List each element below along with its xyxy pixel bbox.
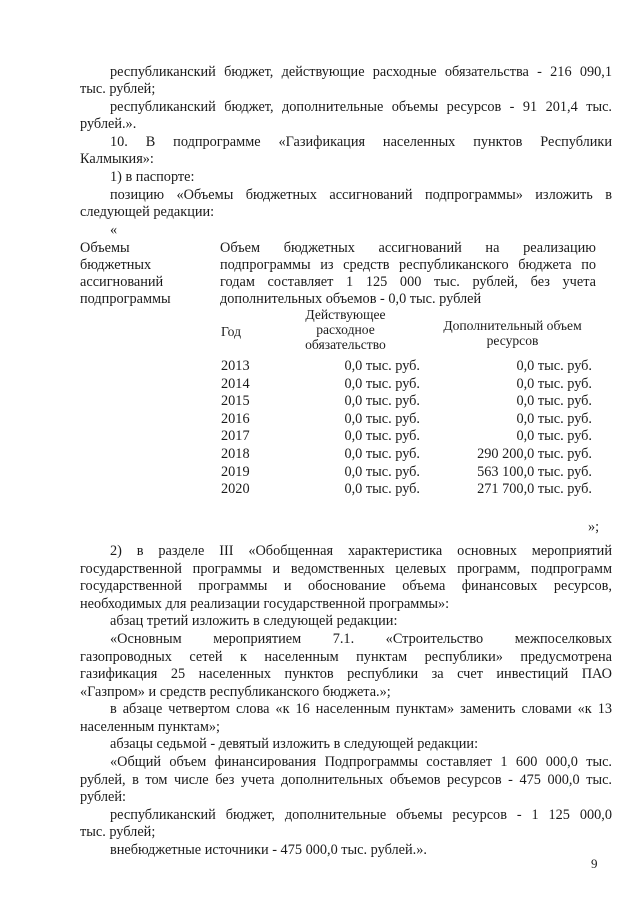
text-line: населенным пунктам»;: [80, 719, 221, 735]
table-header-year: Год: [221, 324, 241, 339]
text-line: «Основным мероприятием 7.1. «Строительство межпоселковых: [110, 631, 612, 647]
table-cell-current: 0,0 тыс. руб.: [344, 463, 420, 480]
text-line: 1) в паспорте:: [110, 169, 195, 185]
passport-label-line: подпрограммы: [80, 291, 171, 307]
text-line: рублей.».: [80, 116, 137, 132]
text-line: внебюджетные источники - 475 000,0 тыс. рублей.».: [110, 842, 427, 858]
closing-quote: »;: [588, 519, 600, 535]
text-line: государственной программы и ведомственных целевых программ, подпрограмм: [80, 561, 612, 577]
text-line: тыс. рублей;: [80, 81, 156, 97]
passport-label-line: ассигнований: [80, 274, 164, 290]
text-line: 10. В подпрограмме «Газификация населенных пунктов Республики: [110, 134, 612, 150]
text-line: 2) в разделе III «Обобщенная характеристика основных мероприятий: [110, 543, 612, 559]
passport-value-line: годам составляет 1 125 000 тыс. рублей, без учета: [220, 274, 596, 290]
table-cell-additional: 0,0 тыс. руб.: [516, 410, 592, 427]
table-cell-current: 0,0 тыс. руб.: [344, 375, 420, 392]
passport-value-line: подпрограммы из средств республиканского бюджета по: [220, 257, 596, 273]
table-cell-current: 0,0 тыс. руб.: [344, 358, 420, 374]
table-cell-current: 0,0 тыс. руб.: [344, 446, 420, 462]
text-line: газопроводных сетей к населенным пунктам республики» предусмотрена: [80, 649, 612, 665]
text-line: газификация 25 населенных пунктов республики за счет инвестиций ПАО: [80, 666, 612, 682]
text-line: «: [110, 222, 118, 238]
table-cell-current: 0,0 тыс. руб.: [344, 428, 420, 445]
text-line: позицию «Объемы бюджетных ассигнований подпрограммы» изложить в: [110, 187, 612, 203]
page-number: 9: [591, 856, 598, 871]
text-line: Калмыкия»:: [80, 151, 154, 167]
table-cell-additional: 290 200,0 тыс. руб.: [477, 446, 592, 462]
table-cell-additional: 0,0 тыс. руб.: [516, 393, 592, 410]
passport-value-line: дополнительных объемов - 0,0 тыс. рублей: [220, 291, 482, 307]
table-cell-additional: 563 100,0 тыс. руб.: [477, 463, 592, 480]
table-cell-year: 2018: [221, 446, 250, 462]
table-header-current: Действующее расходное обязательство: [305, 307, 386, 352]
table-cell-year: 2020: [221, 481, 250, 498]
text-line: тыс. рублей;: [80, 824, 156, 840]
text-line: республиканский бюджет, действующие расходные обязательства - 216 090,1: [110, 64, 612, 80]
passport-label-line: бюджетных: [80, 257, 152, 273]
table-cell-year: 2015: [221, 393, 250, 410]
table-cell-current: 0,0 тыс. руб.: [344, 410, 420, 427]
text-line: республиканский бюджет, дополнительные объемы ресурсов - 1 125 000,0: [110, 807, 612, 823]
text-line: государственной программы и обоснование объема финансовых ресурсов,: [80, 578, 612, 594]
table-cell-year: 2017: [221, 428, 250, 445]
text-line: следующей редакции:: [80, 204, 215, 220]
text-line: «Общий объем финансирования Подпрограммы составляет 1 600 000,0 тыс.: [110, 754, 612, 770]
table-cell-current: 0,0 тыс. руб.: [344, 393, 420, 410]
table-cell-additional: 271 700,0 тыс. руб.: [477, 481, 592, 498]
table-cell-year: 2016: [221, 410, 250, 427]
text-line: необходимых для реализации государственной программы»:: [80, 596, 450, 612]
table-cell-additional: 0,0 тыс. руб.: [516, 358, 592, 374]
passport-value-line: Объем бюджетных ассигнований на реализацию: [220, 240, 596, 256]
text-line: республиканский бюджет, дополнительные объемы ресурсов - 91 201,4 тыс.: [110, 99, 612, 115]
text-line: абзац третий изложить в следующей редакции:: [110, 613, 398, 629]
text-line: «Газпром» и средств республиканского бюджета.»;: [80, 684, 391, 700]
text-line: рублей:: [80, 789, 126, 805]
text-line: абзацы седьмой - девятый изложить в следующей редакции:: [110, 736, 479, 752]
passport-label-line: Объемы: [80, 240, 130, 256]
table-cell-additional: 0,0 тыс. руб.: [516, 428, 592, 445]
table-header-additional: Дополнительный объем ресурсов: [443, 318, 582, 348]
table-cell-year: 2014: [221, 375, 250, 392]
table-cell-year: 2019: [221, 463, 250, 480]
table-cell-current: 0,0 тыс. руб.: [344, 481, 420, 498]
text-line: рублей, в том числе без учета дополнительных объемов ресурсов - 475 000,0 тыс.: [80, 772, 612, 788]
text-line: в абзаце четвертом слова «к 16 населенным пунктам» заменить словами «к 13: [110, 701, 612, 717]
table-cell-year: 2013: [221, 358, 250, 374]
table-cell-additional: 0,0 тыс. руб.: [516, 375, 592, 392]
